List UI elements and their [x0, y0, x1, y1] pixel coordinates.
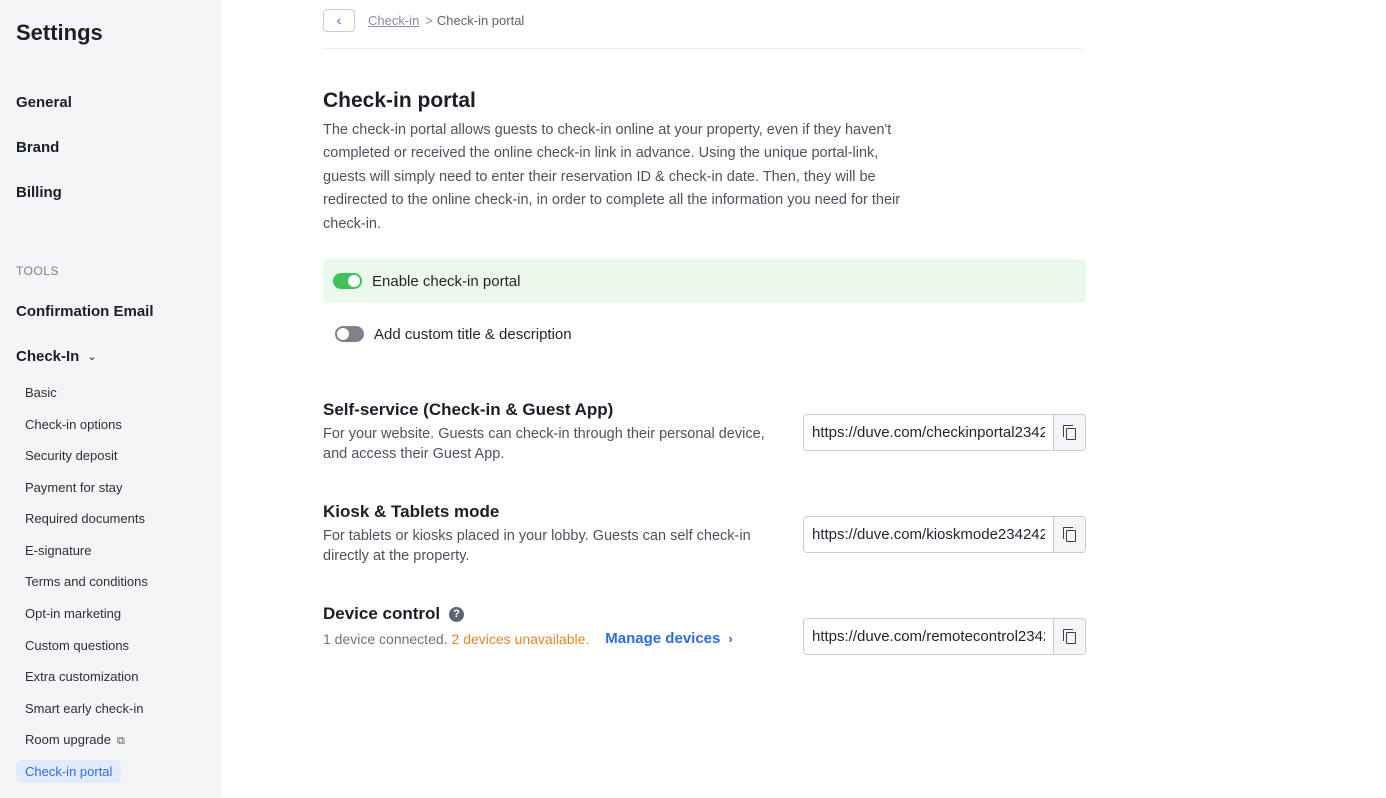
sidebar-subitem-extra-customization[interactable]: Extra customization: [25, 669, 139, 684]
device-control-url-input[interactable]: [804, 619, 1053, 654]
sidebar-subitem-check-in-portal[interactable]: Check-in portal: [16, 760, 121, 783]
manage-devices-link[interactable]: Manage devices: [605, 630, 721, 647]
copy-icon: [1063, 629, 1077, 644]
self-service-title: Self-service (Check-in & Guest App): [323, 400, 614, 419]
back-button[interactable]: [323, 9, 355, 32]
copy-icon: [1063, 527, 1077, 542]
breadcrumb-parent-link[interactable]: Check-in: [368, 12, 420, 28]
devices-connected-text: 1 device connected.: [323, 630, 448, 647]
device-control-url-field: [803, 618, 1086, 655]
toggle-knob: [337, 328, 349, 340]
custom-title-label: Add custom title & description: [374, 325, 572, 343]
chevron-down-icon: ⌄: [87, 351, 97, 363]
sidebar-subitem-opt-in-marketing[interactable]: Opt-in marketing: [25, 606, 122, 621]
sidebar-subitem-payment-for-stay[interactable]: Payment for stay: [25, 480, 123, 495]
breadcrumb-current: Check-in portal: [436, 12, 525, 28]
sidebar-subitem-security-deposit[interactable]: Security deposit: [25, 448, 118, 463]
device-status: [323, 630, 733, 647]
self-service-description: For your website. Guests can check-in through their personal device, and access their Guest App.: [323, 426, 765, 462]
sidebar-subitem-required-documents[interactable]: Required documents: [25, 511, 145, 526]
chevron-left-icon: ‹: [336, 12, 342, 28]
sidebar-item-check-in-label: Check-In: [16, 348, 80, 365]
sidebar-item-billing[interactable]: Billing: [16, 184, 62, 201]
device-control-copy-button[interactable]: [1053, 619, 1085, 654]
kiosk-url-field: [803, 516, 1086, 553]
external-link-icon: ⧉: [117, 735, 125, 747]
sidebar-item-brand[interactable]: Brand: [16, 139, 60, 156]
device-control-title: [323, 604, 464, 624]
kiosk-copy-button[interactable]: [1053, 517, 1085, 552]
toggle-knob: [348, 275, 360, 287]
breadcrumb: [323, 8, 524, 32]
self-service-copy-button[interactable]: [1053, 415, 1085, 450]
custom-title-row: [323, 312, 1086, 356]
header-divider: [323, 48, 1083, 49]
sidebar-subitem-smart-early-check-in[interactable]: Smart early check-in: [25, 701, 144, 716]
sidebar-subitem-e-signature[interactable]: E-signature: [25, 543, 92, 558]
sidebar: [0, 0, 221, 798]
sidebar-subitem-check-in-options[interactable]: Check-in options: [25, 417, 122, 432]
sidebar-title: Settings: [16, 20, 103, 45]
sidebar-section-tools: TOOLS: [16, 264, 59, 278]
chevron-right-icon: ›: [728, 631, 733, 646]
kiosk-description: For tablets or kiosks placed in your lobby. Guests can self check-in directly at the property.: [323, 528, 751, 564]
kiosk-url-input[interactable]: [804, 517, 1053, 552]
devices-unavailable-text: 2 devices unavailable.: [451, 630, 590, 647]
sidebar-subitem-terms-and-conditions[interactable]: Terms and conditions: [25, 574, 148, 589]
self-service-url-field: [803, 414, 1086, 451]
enable-check-in-portal-label: Enable check-in portal: [372, 272, 521, 290]
sidebar-item-general[interactable]: General: [16, 94, 72, 111]
enable-check-in-portal-toggle[interactable]: [333, 273, 362, 289]
breadcrumb-separator: >: [425, 12, 433, 28]
sidebar-subitem-room-upgrade[interactable]: [25, 732, 125, 748]
sidebar-item-check-in[interactable]: [16, 348, 97, 365]
help-icon[interactable]: ?: [449, 607, 464, 622]
sidebar-item-confirmation-email[interactable]: Confirmation Email: [16, 303, 154, 320]
enable-check-in-portal-row: [323, 259, 1086, 303]
sidebar-subitem-basic[interactable]: Basic: [25, 385, 57, 400]
sidebar-subitem-room-upgrade-label: Room upgrade: [25, 732, 111, 747]
copy-icon: [1063, 425, 1077, 440]
page-title: Check-in portal: [323, 89, 476, 112]
device-control-title-label: Device control: [323, 604, 441, 623]
page-description: The check-in portal allows guests to check-in online at your property, even if they haven't completed or received the online check-in link in advance. Using the unique portal-link, guests will simply need to enter their reservation ID & check-in date. Then, they will be redirected to the online check-in, in order to complete all the information you need for their check-in.: [323, 122, 901, 232]
custom-title-toggle[interactable]: [335, 326, 364, 342]
self-service-url-input[interactable]: [804, 415, 1053, 450]
sidebar-subitem-custom-questions[interactable]: Custom questions: [25, 638, 130, 653]
kiosk-title: Kiosk & Tablets mode: [323, 502, 500, 521]
